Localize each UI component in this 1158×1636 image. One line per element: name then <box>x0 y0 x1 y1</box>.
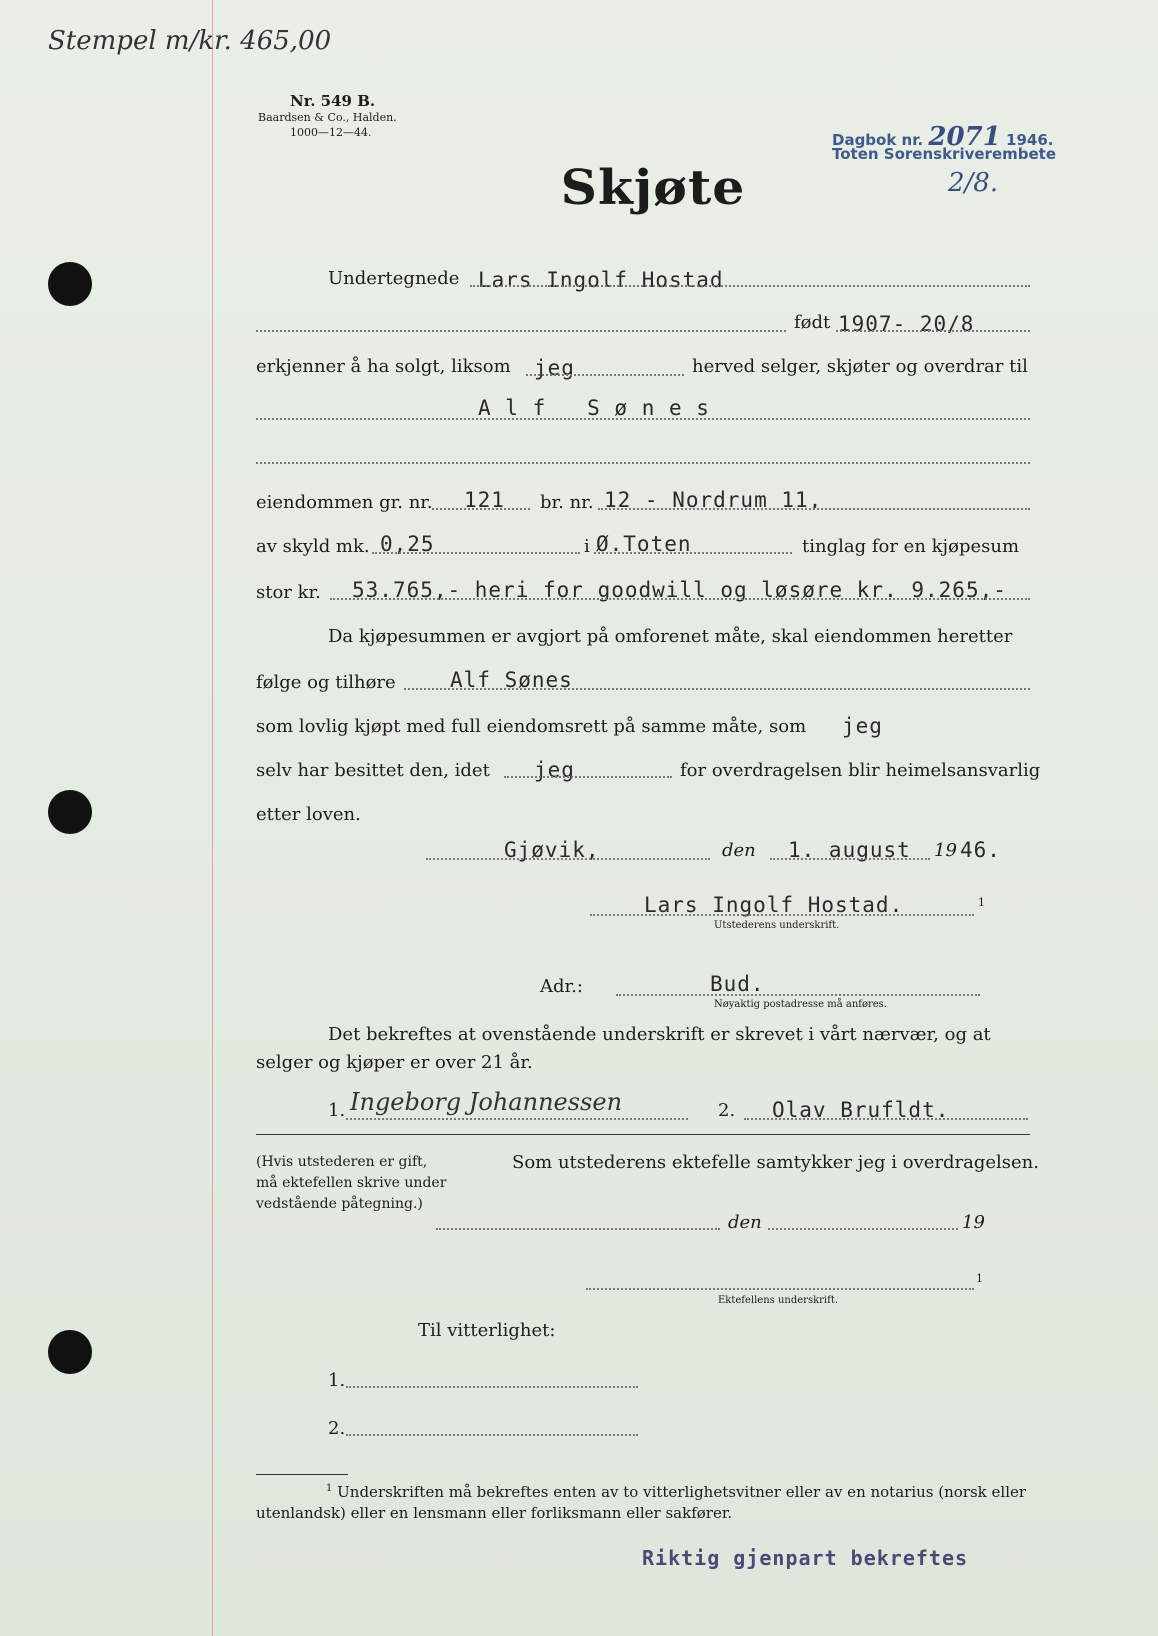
seller-dotted-line <box>470 285 1030 287</box>
gr-nr-value: 121 <box>464 488 505 512</box>
margin-line <box>212 0 213 1636</box>
spouse-year-prefix: 19 <box>962 1212 985 1233</box>
city-dotted-line <box>426 858 710 860</box>
buyer-extra-dotted-line <box>256 462 1030 464</box>
spouse-note-line: vedstående påtegning.) <box>256 1196 423 1212</box>
birth-dotted-line <box>836 330 1030 332</box>
etter-loven-text: etter loven. <box>256 804 361 825</box>
spouse-place-dotted-line <box>436 1228 720 1230</box>
footnote-mark: 1 <box>326 1483 333 1494</box>
place-value: Ø.Toten <box>596 532 692 556</box>
spouse-signature-dotted-line <box>586 1288 974 1290</box>
city: Gjøvik, <box>504 838 600 862</box>
buyer-name: A l f S ø n e s <box>478 396 710 420</box>
punch-hole-middle <box>48 790 92 834</box>
stor-kr-label: stor kr. <box>256 582 321 603</box>
ansvar-text: for overdragelsen blir heimelsansvarlig <box>680 760 1041 781</box>
lovlig-text: som lovlig kjøpt med full eiendomsrett på samme måte, som <box>256 716 807 737</box>
section-divider <box>256 1134 1030 1135</box>
spouse-note <box>256 1152 456 1215</box>
seller-name: Lars Ingolf Hostad <box>478 268 724 292</box>
purchase-sum: 53.765,- heri for goodwill og løsøre kr. 9.265,- <box>352 578 1007 602</box>
witness1-dotted-line <box>346 1118 688 1120</box>
eiendommen-label: eiendommen gr. nr. <box>256 492 433 513</box>
undertegnede-label: Undertegnede <box>328 268 460 289</box>
witness2-number: 2. <box>718 1100 736 1121</box>
spouse-note-line: (Hvis utstederen er gift, <box>256 1154 428 1170</box>
handwritten-stamp-note: Stempel m/kr. 465,00 <box>48 26 332 56</box>
spouse-date-dotted-line <box>768 1228 958 1230</box>
diary-year: 1946. <box>1006 131 1054 149</box>
certified-copy-stamp: Riktig gjenpart bekreftes <box>642 1546 969 1570</box>
issuer-signature: Lars Ingolf Hostad. <box>644 893 904 917</box>
spouse-footnote-mark: 1 <box>976 1272 983 1285</box>
erkjenner-label: erkjenner å ha solgt, liksom <box>256 356 511 377</box>
witness1-signature: Ingeborg Johannessen <box>350 1088 623 1116</box>
kjopesum-text: Da kjøpesummen er avgjort på omforenet måte, skal eiendommen heretter <box>328 626 1013 647</box>
selv-dotted-line <box>504 776 672 778</box>
lovlig-value: jeg <box>842 714 883 738</box>
sum-dotted-line <box>330 598 1030 600</box>
punch-hole-top <box>48 262 92 306</box>
herved-label: herved selger, skjøter og overdrar til <box>692 356 1028 377</box>
footnote-line1 <box>326 1483 1026 1501</box>
diary-stamp-office: Toten Sorenskriverembete <box>832 145 1056 163</box>
form-number: Nr. 549 B. <box>290 92 376 110</box>
seller-continued-line <box>256 330 786 332</box>
diary-number: 2071 <box>928 122 1001 152</box>
i-label: i <box>584 536 590 557</box>
punch-hole-bottom <box>48 1330 92 1374</box>
br-nr-label: br. nr. <box>540 492 594 513</box>
folge-label: følge og tilhøre <box>256 672 396 693</box>
witness-line2-number: 2. <box>328 1418 346 1439</box>
witness2-signature: Olav Brufldt. <box>772 1098 950 1122</box>
signature-caption: Utstederens underskrift. <box>714 920 840 931</box>
birth-date: 1907- 20/8 <box>838 312 975 336</box>
buyer-dotted-line <box>256 418 1030 420</box>
witness-line1 <box>346 1386 638 1388</box>
year-suffix: 46. <box>960 838 1001 862</box>
footnote-rule <box>256 1474 348 1475</box>
print-code: 1000—12—44. <box>290 126 372 139</box>
footnote-line2: utenlandsk) eller en lensmann eller forliksmann eller sakfører. <box>256 1504 733 1522</box>
spouse-signature-caption: Ektefellens underskrift. <box>718 1295 839 1306</box>
br-nr-value: 12 - Nordrum 11, <box>604 488 823 512</box>
diary-stamp-date: 2/8. <box>948 168 999 198</box>
liksom-value: jeg <box>534 356 575 380</box>
signing-date: 1. august <box>788 838 911 862</box>
witness1-number: 1. <box>328 1100 346 1121</box>
signature-footnote-mark: 1 <box>978 896 985 909</box>
den-label: den <box>722 840 756 861</box>
spouse-note-line: må ektefellen skrive under <box>256 1175 447 1191</box>
spouse-den-label: den <box>728 1212 762 1233</box>
address-value: Bud. <box>710 972 765 996</box>
skyld-value: 0,25 <box>380 532 435 556</box>
spouse-consent: Som utstederens ektefelle samtykker jeg i overdragelsen. <box>512 1152 1039 1173</box>
skyld-label: av skyld mk. <box>256 536 370 557</box>
printer-name: Baardsen & Co., Halden. <box>258 111 397 124</box>
selv-label: selv har besittet den, idet <box>256 760 490 781</box>
witness2-dotted-line <box>744 1118 1028 1120</box>
address-dotted-line <box>616 994 980 996</box>
address-label: Adr.: <box>540 976 583 997</box>
diary-stamp-label: Dagbok nr. <box>832 131 924 149</box>
footnote-text: Underskriften må bekreftes enten av to vitterlighetsvitner eller av en notarius (norsk eller <box>337 1483 1027 1501</box>
gr-nr-dotted-line <box>432 508 530 510</box>
br-nr-dotted-line <box>598 508 1030 510</box>
selv-value: jeg <box>534 758 575 782</box>
skyld-dotted-line <box>372 552 580 554</box>
fodt-label: født <box>794 312 831 333</box>
tinglag-label: tinglag for en kjøpesum <box>802 536 1020 557</box>
address-caption: Nøyaktig postadresse må anføres. <box>714 999 887 1010</box>
liksom-dotted-line <box>526 374 684 376</box>
document-title: Skjøte <box>560 160 746 216</box>
date-dotted-line <box>770 858 930 860</box>
confirmation-line1: Det bekreftes at ovenstående underskrift er skrevet i vårt nærvær, og at <box>328 1024 991 1045</box>
witness-line2 <box>346 1434 638 1436</box>
witness-heading: Til vitterlighet: <box>418 1320 556 1341</box>
folge-value: Alf Sønes <box>450 668 573 692</box>
place-dotted-line <box>594 552 792 554</box>
folge-dotted-line <box>404 688 1030 690</box>
witness-line1-number: 1. <box>328 1370 346 1391</box>
confirmation-line2: selger og kjøper er over 21 år. <box>256 1052 533 1073</box>
signature-dotted-line <box>590 914 974 916</box>
year-prefix: 19 <box>934 840 957 861</box>
